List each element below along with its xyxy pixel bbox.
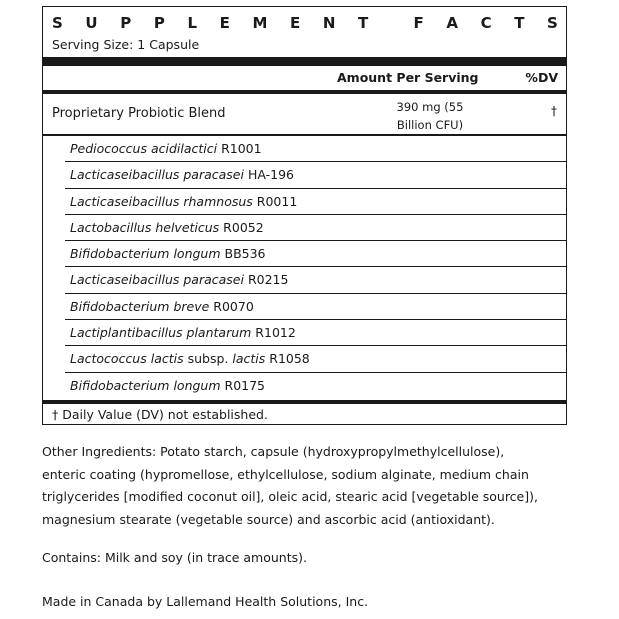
title-letter: N <box>322 14 336 32</box>
blend-name: Proprietary Probiotic Blend <box>52 106 226 121</box>
strain-row <box>65 162 566 188</box>
blend-amount-line: 390 mg (55 <box>396 100 464 114</box>
blend-amount-line: Billion CFU) <box>396 118 464 132</box>
strain-code: R0011 <box>252 193 298 209</box>
column-header-row <box>43 66 566 90</box>
title-letter: P <box>153 14 165 32</box>
strain-scientific-name: Bifidobacterium breve <box>70 298 210 314</box>
strain-scientific-name: Lactococcus lactis <box>70 351 184 367</box>
title-letter: P <box>120 14 132 32</box>
title-letter: C <box>480 14 492 32</box>
other-ingredients-line: magnesium stearate (vegetable source) and ascorbic acid (antioxidant). <box>42 511 495 527</box>
strain-scientific-name: Lacticaseibacillus rhamnosus <box>70 193 253 209</box>
bottom-divider <box>43 400 566 404</box>
strain-code: BB536 <box>220 246 266 262</box>
strain-scientific-name: Lactiplantibacillus plantarum <box>70 325 252 341</box>
blend-dv-dagger: † <box>551 104 557 118</box>
strain-scientific-name: Bifidobacterium longum <box>70 377 221 393</box>
strain-subspecies-name: lactis <box>232 351 266 367</box>
strain-row <box>65 241 566 267</box>
supplement-facts-panel <box>42 6 567 425</box>
blend-row <box>43 94 566 134</box>
dv-footnote: † Daily Value (DV) not established. <box>52 407 268 422</box>
serving-size: Serving Size: 1 Capsule <box>52 37 200 52</box>
thick-divider <box>43 57 566 66</box>
other-ingredients <box>42 441 602 531</box>
manufacturer-statement: Made in Canada by Lallemand Health Solutions, Inc. <box>42 594 369 609</box>
title-letter: E <box>290 14 301 32</box>
other-ingredients-line: triglycerides [modified coconut oil], oleic acid, stearic acid [vegetable source]), <box>42 489 538 505</box>
title-letter: F <box>413 14 424 32</box>
title-letter: M <box>252 14 268 32</box>
allergen-statement: Contains: Milk and soy (in trace amounts). <box>42 550 307 565</box>
strain-code: R0070 <box>209 298 254 314</box>
daily-value-header: %DV <box>525 70 558 85</box>
title-letter: U <box>85 14 98 32</box>
strain-code: R0052 <box>219 219 264 235</box>
title-letter: S <box>547 14 558 32</box>
strain-row <box>65 267 566 293</box>
strain-scientific-name: Lactobacillus helveticus <box>70 219 220 235</box>
blend-amount <box>390 98 470 134</box>
strain-scientific-name: Lacticaseibacillus paracasei <box>70 167 244 183</box>
title-letter: T <box>358 14 369 32</box>
title-letter: A <box>446 14 458 32</box>
strain-code: R1058 <box>265 351 310 367</box>
strain-row <box>65 373 566 399</box>
strain-row <box>65 320 566 346</box>
strain-code: HA-196 <box>243 167 295 183</box>
strain-code: R0215 <box>243 272 289 288</box>
other-ingredients-line: enteric coating (hypromellose, ethylcellulose, sodium alginate, medium chain <box>42 466 529 482</box>
strain-list <box>65 136 566 399</box>
title-letter: E <box>219 14 230 32</box>
panel-title <box>52 11 558 35</box>
strain-row <box>65 346 566 372</box>
strain-code: R1001 <box>217 141 262 156</box>
strain-row <box>65 294 566 320</box>
title-letter: L <box>187 14 197 32</box>
strain-subspecies-prefix: subsp. <box>183 351 233 367</box>
strain-row <box>65 136 566 162</box>
strain-row <box>65 215 566 241</box>
strain-scientific-name: Lacticaseibacillus paracasei <box>70 272 244 288</box>
strain-code: R0175 <box>220 377 266 393</box>
strain-scientific-name: Pediococcus acidilactici <box>70 141 218 156</box>
title-letter: T <box>514 14 525 32</box>
strain-row <box>65 189 566 215</box>
title-letter: S <box>52 14 63 32</box>
strain-scientific-name: Bifidobacterium longum <box>70 246 221 262</box>
other-ingredients-line: Other Ingredients: Potato starch, capsule (hydroxypropylmethylcellulose), <box>42 444 505 459</box>
strain-code: R1012 <box>251 325 296 341</box>
amount-per-serving-header: Amount Per Serving <box>337 70 479 85</box>
